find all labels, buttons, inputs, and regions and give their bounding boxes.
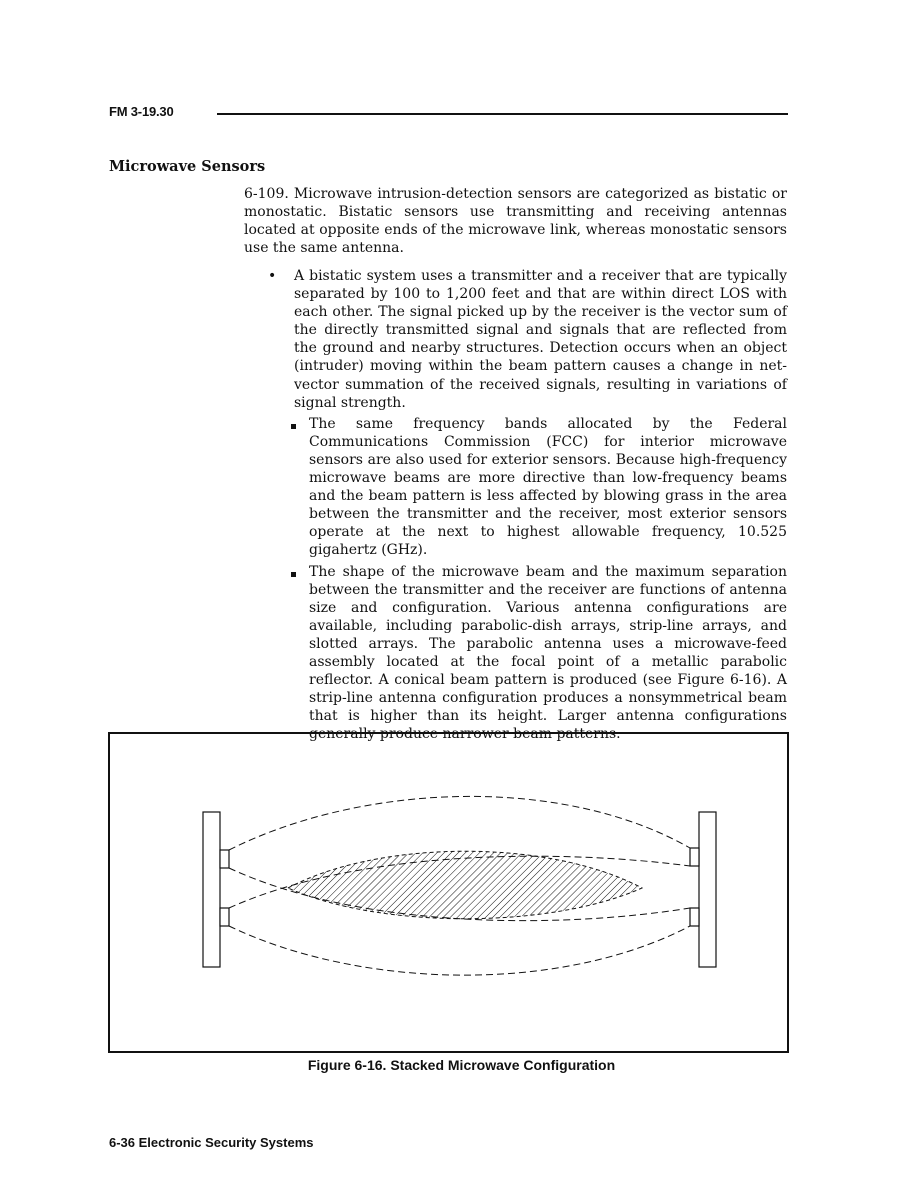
figure-caption: Figure 6-16. Stacked Microwave Configuration bbox=[307, 1057, 616, 1073]
bullet-text: A bistatic system uses a transmitter and a receiver that are typically separated by 100 to 1,200 feet and that are within direct LOS with each other. The signal picked up by the receiver is the vector sum of the directly transmitted signal and signals that are reflected from the ground and nearby structures. Detection occurs when an object (intruder) moving within the beam pattern causes a change in net-vector summation of the received signals, resulting in variations of signal strength. bbox=[294, 268, 787, 411]
bullet-list bbox=[267, 267, 787, 743]
bullet-item bbox=[267, 267, 787, 412]
sub-bullet-item bbox=[288, 563, 787, 744]
running-header: FM 3-19.30 bbox=[109, 104, 174, 119]
square-bullet-icon bbox=[288, 415, 309, 560]
stacked-microwave-diagram bbox=[110, 734, 787, 1051]
figure-frame bbox=[108, 732, 789, 1053]
transmitter-mast bbox=[203, 812, 229, 967]
hatched-overlap-zone bbox=[288, 851, 642, 919]
square-bullet-icon bbox=[288, 563, 309, 744]
sub-bullet-text: The same frequency bands allocated by the Federal Communications Commission (FCC) for interior microwave sensors are also used for exterior sensors. Because high-frequency microwave beams are more directive than low-frequency beams and the beam pattern is less affected by blowing grass in the area between the transmitter and the receiver, most exterior sensors operate at the next to highest allowable frequency, 10.525 gigahertz (GHz). bbox=[309, 415, 787, 559]
section-heading: Microwave Sensors bbox=[109, 158, 266, 175]
upper-receive-antenna-icon bbox=[690, 848, 699, 866]
upper-transmit-antenna-icon bbox=[220, 850, 229, 868]
bullet-marker: • bbox=[268, 268, 277, 284]
sub-bullet-text: The shape of the microwave beam and the maximum separation between the transmitter and the receiver are functions of antenna size and configuration. Various antenna configurations are available, including parabolic-dish arrays, strip-line arrays, and slotted arrays. The parabolic antenna uses a microwave-feed assembly located at the focal point of a metallic parabolic reflector. A conical beam pattern is produced (see Figure 6-16). A strip-line antenna configuration produces a nonsymmetrical beam that is higher than its height. Larger antenna configurations generally produce narrower beam patterns. bbox=[309, 563, 787, 743]
upper-beam-outer-edge bbox=[229, 796, 690, 850]
lower-beam-outer-edge bbox=[229, 926, 690, 975]
lower-transmit-antenna-icon bbox=[220, 908, 229, 926]
sub-bullet-item bbox=[288, 415, 787, 560]
page-footer: 6-36 Electronic Security Systems bbox=[109, 1135, 314, 1150]
intro-paragraph: 6-109. Microwave intrusion-detection sensors are categorized as bistatic or monostatic. Bistatic sensors use transmitting and receiving antennas located at opposite ends of the microwave link, whereas monostatic sensors use the same antenna. bbox=[244, 186, 787, 257]
receiver-mast bbox=[690, 812, 716, 967]
header-rule bbox=[217, 113, 788, 115]
lower-receive-antenna-icon bbox=[690, 908, 699, 926]
